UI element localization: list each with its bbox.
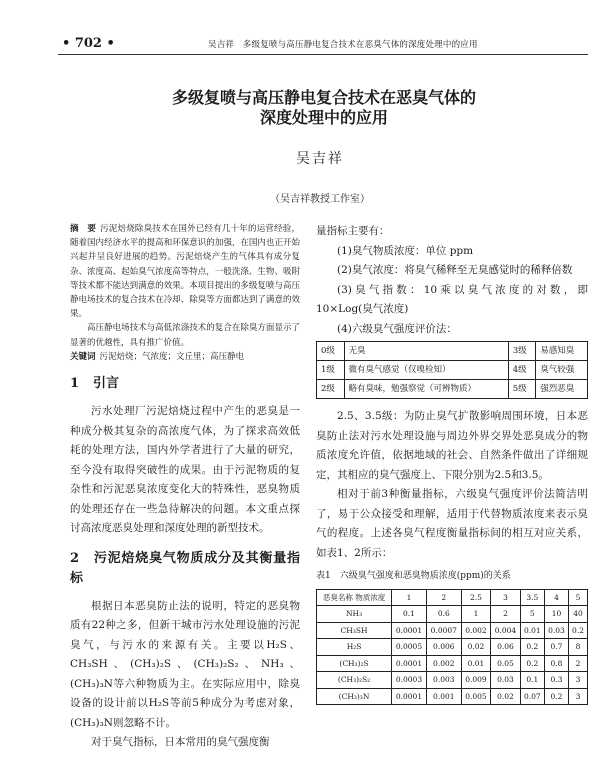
metric-item: (2)臭气浓度：将臭气稀释至无臭感觉时的稀释倍数	[337, 264, 573, 276]
table-cell: H₂S	[317, 639, 392, 656]
table-cell: 40	[569, 606, 588, 623]
section-1-paragraph: 污水处理厂污泥焙烧过程中产生的恶臭是一种成分极其复杂的高浓度气体，为了探求高效低耗的处理方法，国内外学者进行了大量的研究，至今没有取得突破性的成果。由于污泥物质的复杂性和污泥恶臭浓度变化大的特殊性，恶臭物质的处理还存在一些急待解决的问题。本文重点探讨高浓度恶臭处理和深度处理的新型技术。	[70, 405, 300, 535]
table-cell: 0.07	[520, 688, 544, 705]
running-head: 吴吉祥 多级复喷与高压静电复合技术在恶臭气体的深度处理中的应用	[208, 40, 478, 50]
table-cell: 0.7	[544, 639, 568, 656]
author: 吴吉祥	[296, 151, 344, 167]
table-cell: (CH₃)₂S₂	[317, 672, 392, 689]
metric-item: (3)臭气指数：10乘以臭气浓度的对数，即10×Log(臭气浓度)	[316, 283, 588, 315]
table-cell: 4级	[508, 361, 536, 380]
table-row	[317, 606, 588, 623]
section-2-title: 污泥焙烧臭气物质成分及其衡量指标	[70, 550, 300, 586]
section-2-tail: 对于臭气指标，日本常用的臭气强度衡	[91, 736, 270, 749]
table-cell: 0.005	[461, 688, 491, 705]
table-cell: 3	[569, 672, 588, 689]
table-row	[317, 342, 588, 361]
section-1-number: 1	[70, 376, 80, 392]
table-header-row	[317, 589, 588, 606]
table-cell: 0.006	[426, 639, 461, 656]
metric-item: (4)六级臭气强度评价法：	[337, 322, 457, 335]
table-header-cell: 4	[544, 589, 568, 606]
table-cell: 0.002	[426, 655, 461, 672]
section-2-paragraph: 根据日本恶臭防止法的说明，特定的恶臭物质有22种之多，但新干城市污水处理设施的污泥臭气，与污水的来源有关。主要以H₂S、CH₃SH、(CH₃)₂S、(CH₃)₂S₂、NH₃、(CH₃)₃N等六种物质为主。在实际应用中，除臭设备的设计前以H₂S等前5种成分为考虑对象，(CH₃)₃N则忽略不计。	[70, 599, 300, 729]
table-cell: 略有臭味，勉强察觉（可辨物质）	[344, 380, 508, 399]
right-paragraph-1: 2.5、3.5级：为防止臭气扩散影响周围环境，日本恶臭防止法对污水处理设施与周边外界交界处恶臭成分的物质浓度允许值，依据地域的社会、自然条件做出了详细规定，其相应的臭气强度上、下限分别为2.5和3.5。	[316, 410, 588, 481]
table-cell: 0.1	[520, 672, 544, 689]
table-cell: NH₃	[317, 606, 392, 623]
table-header-cell: 1	[392, 589, 427, 606]
table-cell: 3级	[508, 342, 536, 361]
table-caption: 表1 六级臭气强度和恶臭物质浓度(ppm)的关系	[316, 571, 511, 581]
section-2-number: 2	[70, 550, 80, 566]
table-cell: 2级	[317, 380, 345, 399]
table-cell: 0.0001	[392, 622, 427, 639]
section-2-heading	[70, 549, 300, 589]
table-cell: 0.003	[426, 672, 461, 689]
table-cell: 0.3	[544, 672, 568, 689]
table-row	[317, 688, 588, 705]
table-cell: 0.001	[426, 688, 461, 705]
table-cell: 0.01	[520, 622, 544, 639]
table-cell: 3	[569, 688, 588, 705]
table-row	[317, 655, 588, 672]
table-cell: 0.1	[392, 606, 427, 623]
table-cell: 0.0001	[392, 688, 427, 705]
table-cell: 0.2	[544, 688, 568, 705]
table-cell: 0.0003	[392, 672, 427, 689]
table-row	[317, 380, 588, 399]
table-header-cell: 恶臭名称 物质浓度	[317, 589, 392, 606]
paper-title	[60, 88, 588, 128]
table-cell: 10	[544, 606, 568, 623]
table-cell: 5级	[508, 380, 536, 399]
table-header-cell: 2.5	[461, 589, 491, 606]
table-cell: 0.02	[491, 688, 521, 705]
metric-item: (1)臭气物质浓度：单位 ppm	[337, 244, 474, 257]
header-rule	[58, 54, 588, 55]
left-column	[70, 222, 300, 753]
table-cell: 0.002	[461, 622, 491, 639]
table-row	[317, 622, 588, 639]
keywords-label: 关键词	[70, 351, 96, 362]
table-cell: 微有臭气感觉（仅嗅检知）	[344, 361, 508, 380]
metrics-intro: 量指标主要有：	[316, 225, 390, 237]
table-cell: 0.2	[569, 622, 588, 639]
table-cell: 无臭	[344, 342, 508, 361]
table-cell: 0.009	[461, 672, 491, 689]
right-column	[316, 222, 588, 705]
table-header-cell: 3	[491, 589, 521, 606]
abstract-text-2: 高压静电场技术与高低浓涤技术的复合在除臭方面显示了显著的优越性，具有推广价值。	[70, 323, 300, 348]
title-line-2: 深度处理中的应用	[259, 108, 388, 127]
table-cell: 0.03	[491, 672, 521, 689]
table-cell: CH₃SH	[317, 622, 392, 639]
table-row	[317, 361, 588, 380]
table-cell: 0.2	[520, 655, 544, 672]
abstract-text: 污泥焙烧除臭技术在国外已经有几十年的运营经验，随着国内经济水平的提高和环保意识的加强，在国内也正开始兴起并呈良好进展的趋势。污泥焙烧产生的气体具有成分复杂、浓度高、起始臭气浓度高等特点，一般洗涤、生物、吸附等技术都不能达到满意的效果。本项目提出的多级复喷与高压静电场技术的复合技术在冷却、除臭等方面都达到了满意的效果。	[70, 224, 300, 320]
table-header-cell: 2	[426, 589, 461, 606]
keywords: 污泥焙烧；气浓度；文丘里；高压静电	[99, 351, 245, 362]
table-cell: 0.06	[491, 639, 521, 656]
section-1-heading	[70, 374, 300, 394]
table-cell: 2	[491, 606, 521, 623]
table-cell: (CH₃)₃N	[317, 688, 392, 705]
table-row	[317, 672, 588, 689]
table-cell: 5	[520, 606, 544, 623]
page-number: • 702 •	[62, 36, 115, 51]
table-cell: 0.2	[520, 639, 544, 656]
odor-intensity-table	[316, 341, 588, 399]
table-cell: 0.0005	[392, 639, 427, 656]
table-row	[317, 639, 588, 656]
right-paragraph-2: 相对于前3种衡量指标，六级臭气强度评价法简洁明了，易于公众接受和理解，适用于代替物质浓度来表示臭气的程度。上述各臭气程度衡量指标间的相互对应关系，如表1、2所示：	[316, 488, 588, 559]
table-cell: 0.004	[491, 622, 521, 639]
table-cell: 1级	[317, 361, 345, 380]
table-cell: 2	[569, 655, 588, 672]
table-cell: 0级	[317, 342, 345, 361]
table-cell: 0.05	[491, 655, 521, 672]
table-cell: 1	[461, 606, 491, 623]
table-cell: 强烈恶臭	[536, 380, 588, 399]
odor-concentration-table	[316, 589, 588, 706]
table-cell: 易感知臭	[536, 342, 588, 361]
table-cell: 8	[569, 639, 588, 656]
section-1-title: 引言	[93, 376, 120, 392]
abstract-label: 摘 要	[70, 224, 97, 234]
table-cell: 0.02	[461, 639, 491, 656]
affiliation: （吴吉祥教授工作室）	[270, 194, 370, 205]
table-cell: 0.03	[544, 622, 568, 639]
title-line-1: 多级复喷与高压静电复合技术在恶臭气体的	[171, 88, 476, 107]
abstract	[70, 222, 300, 364]
table-cell: 0.01	[461, 655, 491, 672]
table-header-cell: 5	[569, 589, 588, 606]
table-cell: (CH₃)₂S	[317, 655, 392, 672]
table-cell: 臭气较强	[536, 361, 588, 380]
table-cell: 0.8	[544, 655, 568, 672]
table-cell: 0.0007	[426, 622, 461, 639]
table-header-cell: 3.5	[520, 589, 544, 606]
table-cell: 0.6	[426, 606, 461, 623]
table-cell: 0.0001	[392, 655, 427, 672]
